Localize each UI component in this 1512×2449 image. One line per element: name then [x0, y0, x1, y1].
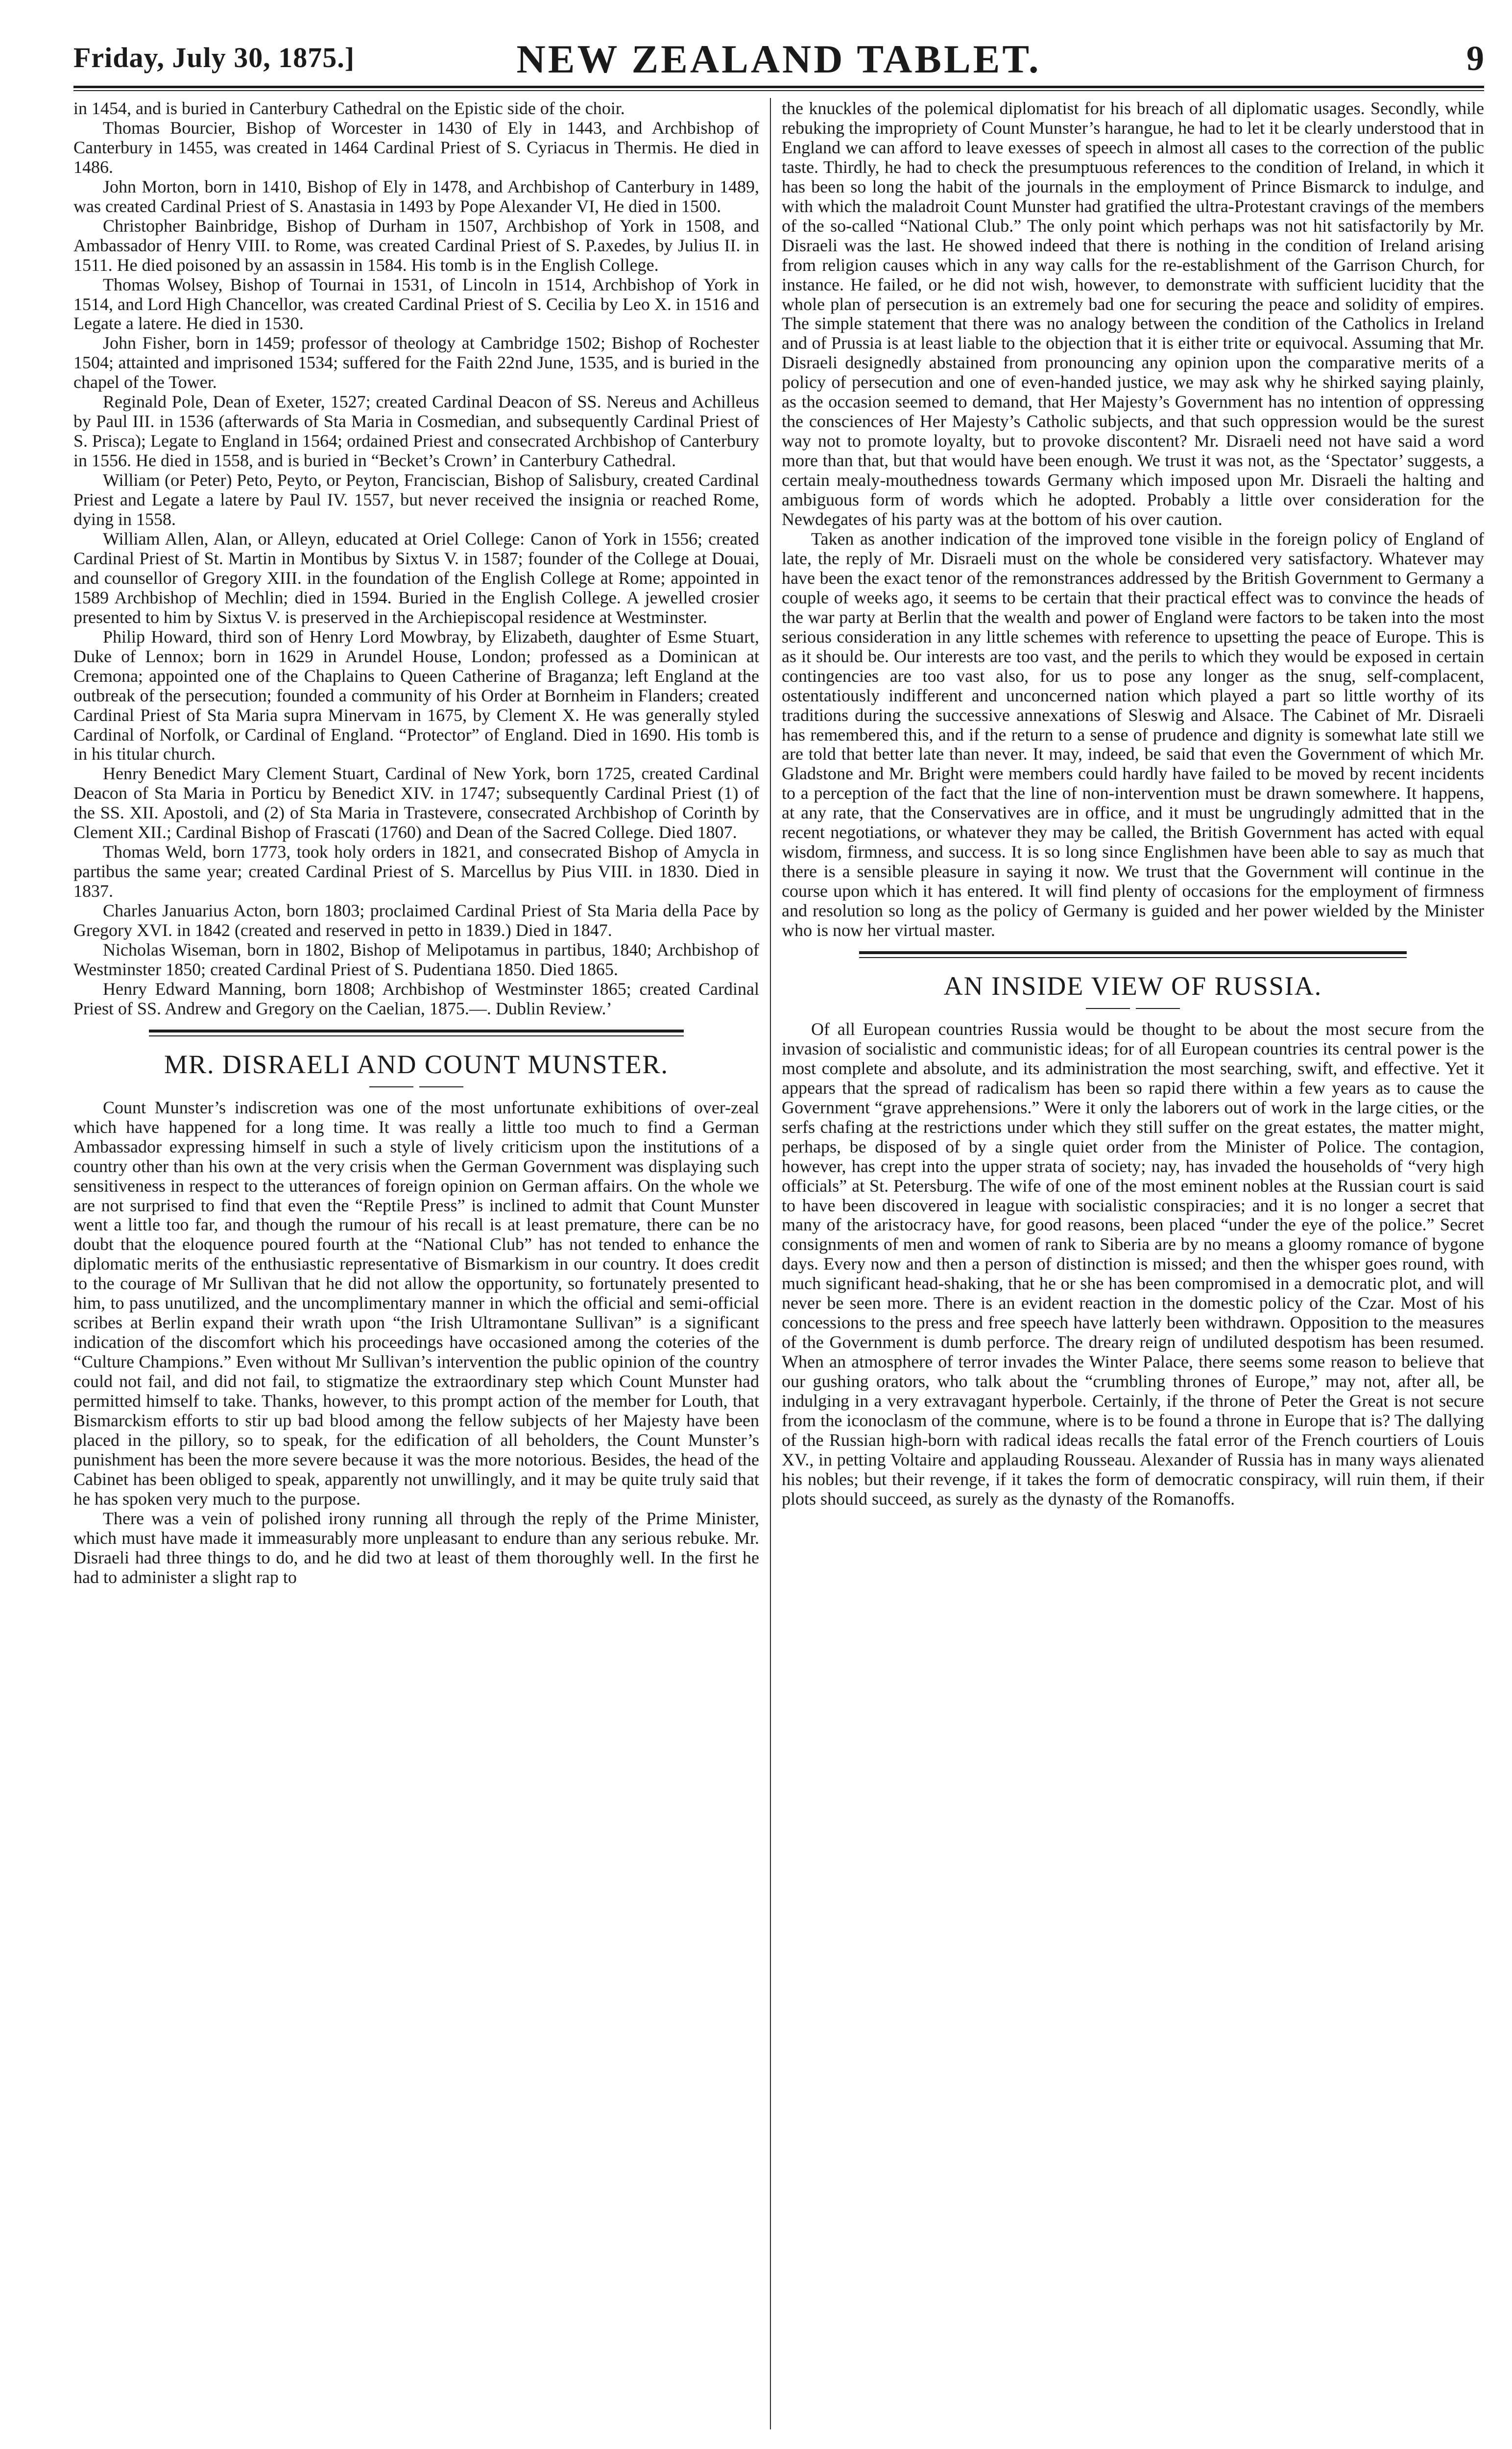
article-heading: MR. DISRAELI AND COUNT MUNSTER. [164, 1049, 669, 1079]
masthead-rule-thin [73, 90, 1484, 91]
section-rule [149, 1035, 684, 1036]
section-header [73, 1030, 759, 1092]
column-divider [770, 98, 771, 2429]
masthead [73, 34, 1484, 81]
article-paragraph: the knuckles of the polemical diplomatist for his breach of all diplomatic usages. Secondly, while rebuking the impropriety of Count Munster’s harangue, he had to let it be clearly understood that in England we can afford to leave exesses of speech in almost all cases to the correction of the public taste. Thirdly, he had to check the presumptuous references to the condition of Ireland, in which it has been so long the habit of the journals in the employment of Prince Bismarck to indulge, and with which the maladroit Count Munster had gratified the ultra-Protestant cravings of the members of the so-called “National Club.” The only point which perhaps was not hit satisfactorily by Mr. Disraeli was the last. He showed indeed that there is nothing in the condition of Ireland arising from religion causes which in any way calls for the re-establishment of the Garrison Church, for instance. He failed, or he did not wish, however, to demonstrate with sufficient lucidity that the whole plan of persecution is an extremely bad one for securing the peace and solidity of empires. The simple statement that there was no analogy between the condition of the Catholics in Ireland and of Prussia is at least liable to the objection that it is either trite or equivocal. Assuming that Mr. Disraeli designedly abstained from pronouncing any opinion upon the comparative merits of a policy of persecution and one of even-handed justice, we may ask why he shirked saying plainly, as the occasion seemed to demand, that Her Majesty’s Government has no intention of oppressing the consciences of Her Majesty’s Catholic subjects, and that such oppression would be the surest way not to promote loyalty, but to provoke discontent? Mr. Disraeli need not have said a word more than that, but that would have been enough. We trust it was not, as the ‘Spectator’ suggests, a certain mealy-mouthedness towards Germany which imposed upon Mr. Disraeli the halting and ambiguous form of words which he adopted. Probably a little over consideration for the Newdegates of his party was at the bottom of his over caution. [782, 98, 1484, 529]
cardinal-entry: Reginald Pole, Dean of Exeter, 1527; created Cardinal Deacon of SS. Nereus and Achilleus by Paul III. in 1536 (afterwards of Sta Maria in Cosmedian, and subsequently Cardinal Priest of S. Prisca); Legate to England in 1564; ordained Priest and consecrated Archbishop of Canterbury in 1556. He died in 1558, and is buried in “Becket’s Crown’ in Canterbury Cathedral. [73, 392, 759, 471]
cardinal-entry: Henry Edward Manning, born 1808; Archbishop of Westminster 1865; created Cardinal Priest of SS. Andrew and Gregory on the Caelian, 1875.—. Dublin Review.’ [73, 979, 759, 1018]
cardinal-entry: William Allen, Alan, or Alleyn, educated at Oriel College: Canon of York in 1556; created Cardinal Priest of St. Martin in Montibus by Sixtus V. in 1587; founder of the College at Douai, and counsellor of Gregory XIII. in the foundation of the English College at Rome; appointed in 1589 Archbishop of Mechlin; died in 1594. Buried in the English College. A jewelled crosier presented to him by Sixtus V. is preserved in the Archiepiscopal residence at Westminster. [73, 528, 759, 627]
article-paragraph: Taken as another indication of the improved tone visible in the foreign policy of England of late, the reply of Mr. Disraeli must on the whole be considered very satisfactory. Whatever may have been the exact tenor of the remonstrances addressed by the British Government to Germany a couple of weeks ago, it seems to be certain that their practical effect was to convince the heads of the war party at Berlin that the wealth and power of England were factors to be taken into the most serious consideration in any little schemes with reference to upsetting the peace of Europe. This is as it should be. Our interests are too vast, and the perils to which they would be exposed in certain contingencies are too vast also, for us to pose any longer as the snug, self-complacent, ostentatiously indifferent and unconcerned nation which played a part so little worthy of its traditions during the successive annexations of Sleswig and Alsace. The Cabinet of Mr. Disraeli has remembered this, and if the return to a sense of prudence and dignity is somewhat late still we are told that better late than never. It may, indeed, be said that even the Government of which Mr. Gladstone and Mr. Bright were members could hardly have failed to be moved by recent incidents to a perception of the fact that the line of non-intervention must be drawn somewhere. It happens, at any rate, that the Conservatives are in office, and it must be ungrudingly admitted that in the recent negotiations, or whatever they may be called, the British Government has acted with equal wisdom, firmness, and success. It is so long since Englishmen have been able to say as much that there is a sensible pleasure in saying it now. We trust that the Government will continue in the course upon which it has entered. It will find plenty of occasions for the employment of firmness and resolution so long as the policy of Germany is guided and her power wielded by the Minister who is now her virtual master. [782, 528, 1484, 940]
section-rule [859, 957, 1407, 958]
cardinal-entry: John Morton, born in 1410, Bishop of Ely in 1478, and Archbishop of Canterbury in 1489, was created Cardinal Priest of S. Anastasia in 1493 by Pope Alexander VI, He died in 1500. [73, 176, 759, 216]
article-paragraph: Count Munster’s indiscretion was one of the most unfortunate exhibitions of over-zeal which have happened for a long time. It was really a little too much to find a German Ambassador expressing himself in such a style of lively criticism upon the institutions of a country other than his own at the very crisis when the German Government was displaying such sensitiveness in respect to the utterances of foreign opinion on German affairs. On the whole we are not surprised to find that even the “Reptile Press” is inclined to admit that Count Munster went a little too far, and though the rumour of his recall is at least premature, there can be no doubt that the eloquence poured fourth at the “National Club” has not tended to enhance the diplomatic merits of the enthusiastic representative of Bismarkism in our country. It does credit to the courage of Mr Sullivan that he did not allow the opportunity, so fortunately presented to him, to pass unutilized, and the uncomplimentary manner in which the official and semi-official scribes at Berlin expand their wrath upon “the Irish Ultramontane Sullivan” is a significant indication of the discomfort which his proceedings have occasioned among the coteries of the “Culture Champions.” Even without Mr Sullivan’s intervention the public opinion of the country could not fail, and did not fail, to stigmatize the extraordinary step which Count Munster had permitted himself to take. Thanks, however, to this prompt action of the member for Louth, that Bismarckism efforts to stir up bad blood among the fellow subjects of her Majesty have been placed in the pillory, so to speak, for the edification of all beholders, the Count Munster’s punishment has been the more severe because it was the more notorious. Besides, the head of the Cabinet has been obliged to speak, apparently not unwillingly, and it may be quite truly said that he has spoken very much to the purpose. [73, 1097, 759, 1509]
section-rule [859, 951, 1407, 954]
cardinal-entry: William (or Peter) Peto, Peyto, or Peyton, Franciscian, Bishop of Salisbury, created Cardinal Priest and Legate a latere by Paul IV. 1557, but never received the insignia or reached Rome, dying in 1558. [73, 470, 759, 529]
cardinal-entry: Christopher Bainbridge, Bishop of Durham in 1507, Archbishop of York in 1508, and Ambassador of Henry VIII. to Rome, was created Cardinal Priest of S. P.axedes, by Julius II. in 1511. He died poisoned by an assassin in 1584. His tomb is in the English College. [73, 216, 759, 275]
ornament-divider [782, 1001, 1484, 1014]
russia-section [782, 951, 1484, 1509]
disraeli-section [73, 1030, 759, 1587]
cardinal-entry: Charles Januarius Acton, born 1803; proclaimed Cardinal Priest of Sta Maria della Pace by Gregory XVI. in 1842 (created and reserved in petto in 1839.) Died in 1847. [73, 901, 759, 940]
cardinal-entry: John Fisher, born in 1459; professor of theology at Cambridge 1502; Bishop of Rochester 1504; attainted and imprisoned 1534; suffered for the Faith 22nd June, 1535, and is buried in the chapel of the Tower. [73, 333, 759, 392]
right-column [782, 99, 1484, 1509]
issue-date: Friday, July 30, 1875.] [73, 42, 355, 73]
cardinal-entry: Thomas Wolsey, Bishop of Tournai in 1531, of Lincoln in 1514, Archbishop of York in 1514, and Lord High Chancellor, was created Cardinal Priest of S. Cecilia by Leo X. in 1516 and Legate a latere. He died in 1530. [73, 274, 759, 334]
cardinal-entry: Philip Howard, third son of Henry Lord Mowbray, by Elizabeth, daughter of Esme Stuart, Duke of Lennox; born in 1629 in Arundel House, London; professed as a Dominican at Cremona; appointed one of the Chaplains to Queen Catherine of Braganza; left England at the outbreak of the persecution; founded a community of his Order at Bornheim in Flanders; created Cardinal Priest of Sta Maria supra Minervam in 1675, by Clement X. He was generally styled Cardinal of Norfolk, or Cardinal of England. “Protector” of England. Died in 1690. His tomb is in his titular church. [73, 626, 759, 764]
ornament-divider [73, 1080, 759, 1092]
article-paragraph: There was a vein of polished irony running all through the reply of the Prime Minister, which must have made it immeasurably more unpleasant to endure than any serious rebuke. Mr. Disraeli had three things to do, and he did two at least of them thoroughly well. In the first he had to administer a slight rap to [73, 1508, 759, 1587]
section-header [782, 951, 1484, 1014]
masthead-rule [73, 86, 1484, 88]
cardinal-entry: in 1454, and is buried in Canterbury Cathedral on the Epistic side of the choir. [73, 98, 625, 118]
newspaper-title: NEW ZEALAND TABLET. [516, 37, 1041, 81]
left-column [73, 99, 759, 1587]
article-paragraph: Of all European countries Russia would be thought to be about the most secure from the invasion of socialistic and communistic ideas; for of all European countries its central power is the most complete and absolute, and its administration the most searching, swift, and effective. Yet it appears that the spread of radicalism has been so rapid there within a few years as to cause the Government “grave apprehensions.” Were it only the laborers out of work in the large cities, or the serfs chafing at the restrictions under which they still suffer on the great estates, the matter might, perhaps, be disposed of by a single quiet order from the Minister of Police. The contagion, however, has crept into the upper strata of society; nay, has invaded the households of “very high officials” at St. Petersburg. The wife of one of the most eminent nobles at the Russian court is said to have been discovered in league with socialistic conspiracies; and it is no longer a secret that many of the aristocracy have, for good reasons, been placed “under the eye of the police.” Secret consignments of men and women of rank to Siberia are by no means a gloomy romance of bygone days. Every now and then a person of distinction is missed; and then the whisper goes round, with much significant head-shaking, that he or she has been compromised in a democratic plot, and will never be seen more. There is an evident reaction in the domestic policy of the Czar. Most of his concessions to the press and free speech have latterly been withdrawn. Opposition to the measures of the Government is dumb perforce. The dreary reign of undiluted despotism has been resumed. When an atmosphere of terror invades the Winter Palace, there seems some reason to believe that our gushing orators, who talk about the “crumbling thrones of Europe,” may not, after all, be indulging in a very extravagant hyperbole. Certainly, if the throne of Peter the Great is not secure from the iconoclasm of the commune, where is to be found a throne in Europe that is? The dallying of the Russian high-born with radical ideas recalls the fatal error of the French courtiers of Louis XV., in petting Voltaire and applauding Rousseau. Alexander of Russia has in many ways alienated his nobles; but their revenge, if it takes the form of democratic conspiracy, will ruin them, if their plots should succeed, as surely as the dynasty of the Romanoffs. [782, 1019, 1484, 1509]
cardinal-entry: Nicholas Wiseman, born in 1802, Bishop of Melipotamus in partibus, 1840; Archbishop of Westminster 1850; created Cardinal Priest of S. Pudentiana 1850. Died 1865. [73, 939, 759, 979]
page-number: 9 [1466, 39, 1484, 78]
article-heading: AN INSIDE VIEW OF RUSSIA. [943, 971, 1322, 1001]
cardinal-entry: Henry Benedict Mary Clement Stuart, Cardinal of New York, born 1725, created Cardinal Deacon of Sta Maria in Porticu by Benedict XIV. in 1747; subsequently Cardinal Priest (1) of the SS. XII. Apostoli, and (2) of Sta Maria in Trastevere, consecrated Archbishop of Corinth by Clement XII.; Cardinal Bishop of Frascati (1760) and Dean of the Sacred College. Died 1807. [73, 764, 759, 842]
section-rule [149, 1030, 684, 1032]
cardinal-entry: Thomas Weld, born 1773, took holy orders in 1821, and consecrated Bishop of Amycla in partibus the same year; created Cardinal Priest of S. Marcellus by Pius VIII. in 1830. Died in 1837. [73, 842, 759, 901]
cardinal-entry: Thomas Bourcier, Bishop of Worcester in 1430 of Ely in 1443, and Archbishop of Canterbury in 1455, was created in 1464 Cardinal Priest of S. Cyriacus in Thermis. He died in 1486. [73, 118, 759, 177]
